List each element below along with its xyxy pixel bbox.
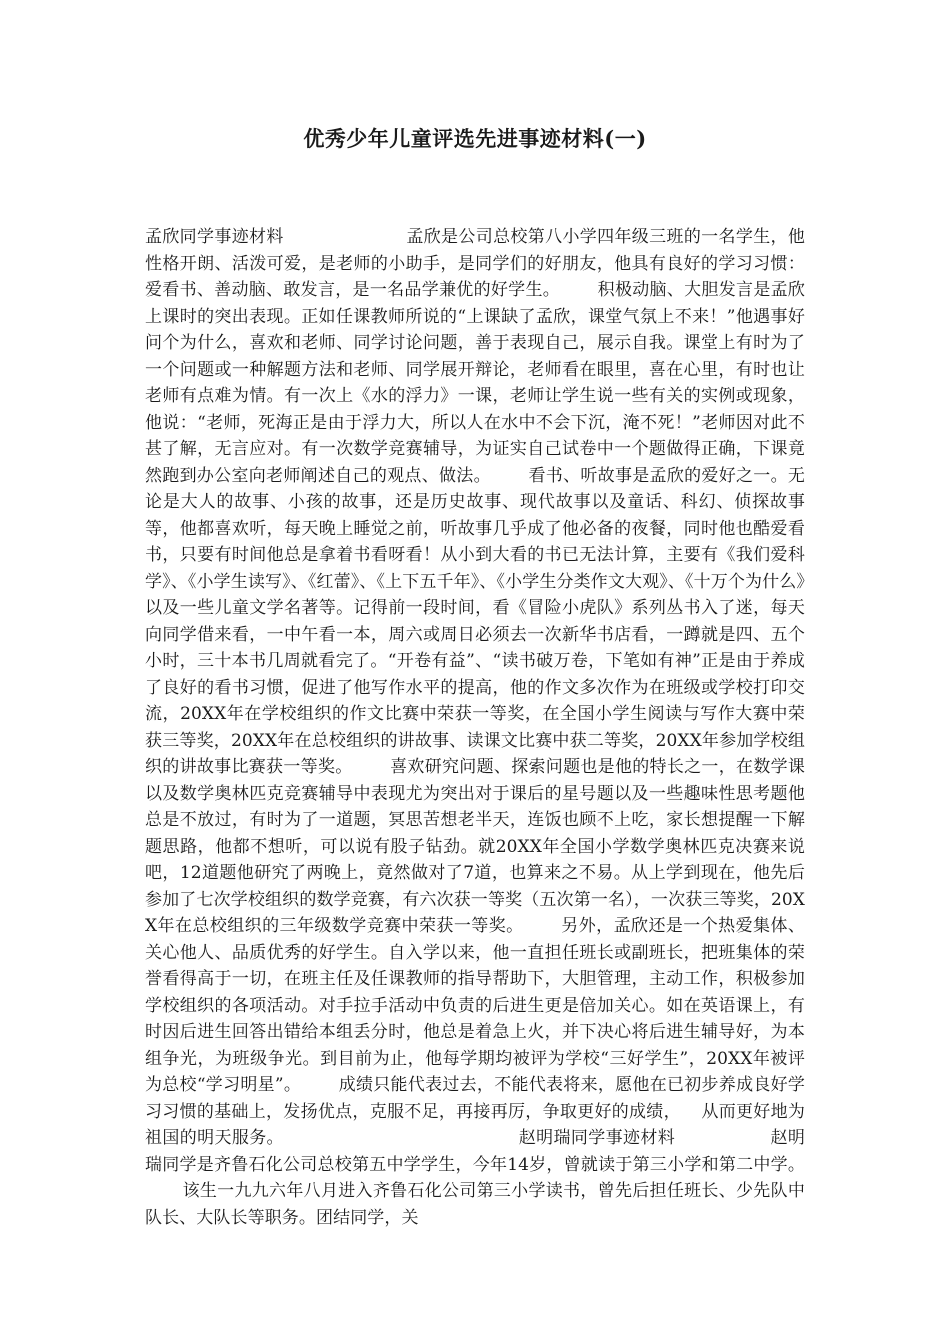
document-title: 优秀少年儿童评选先进事迹材料(一) xyxy=(303,126,647,151)
paragraph: 孟欣是公司总校第八小学四年级三班的一名学生，他性格开朗、活泼可爱，是老师的小助手，是同学们的好朋友，他具有良好的学习习惯：爱看书、善动脑、敢发言，是一名品学兼优的好学生。 xyxy=(145,227,805,300)
paragraph: 喜欢研究问题、探索问题也是他的特长之一，在数学课以及数学奥林匹克竞赛辅导中表现尤为突出对于课后的星号题以及一些趣味性思考题他总是不放过，有时为了一道题，冥思苦想老半天，连饭也顾不上吃，家长想提醒一下解题思路，他都不想听，可以说有股子钻劲。就20XX年全国小学数学奥林匹克决赛来说吧，12道题他研究了两晚上，竟然做对了7道，也算来之不易。从上学到现在，他先后参加了七次学校组织的数学竞赛，有六次获一等奖（五次第一名），一次获三等奖，20XX年在总校组织的三年级数学竞赛中荣获一等奖。 xyxy=(145,757,806,936)
paragraph: 积极动脑、大胆发言是孟欣上课时的突出表现。正如任课教师所说的“上课缺了孟欣，课堂气氛上不来！”他遇事好问个为什么，喜欢和老师、同学讨论问题，善于表现自己，展示自我。课堂上有时为了一个问题或一种解题方法和老师、同学展开辩论，老师看在眼里，喜在心里，有时也让老师有点难为情。有一次上《水的浮力》一课，老师让学生说一些有关的实例或现象，他说：“老师，死海正是由于浮力大，所以人在水中不会下沉，淹不死！”老师因对此不甚了解，无言应对。有一次数学竞赛辅导，为证实自己试卷中一个题做得正确，下课竟然跑到办公室向老师阐述自己的观点、做法。 xyxy=(145,280,806,486)
section-heading-zhao-mingrui: 赵明瑞同学事迹材料 xyxy=(518,1128,676,1148)
paragraph: 另外，孟欣还是一个热爱集体、关心他人、品质优秀的好学生。自入学以来，他一直担任班长或副班长，把班集体的荣誉看得高于一切，在班主任及任课教师的指导帮助下，大胆管理，主动工作，积极参加学校组织的各项活动。对手拉手活动中负责的后进生更是倍加关心。如在英语课上，有时因后进生回答出错给本组丢分时，他总是着急上火，并下决心将后进生辅导好，为本组争光，为班级争光。到目前为止，他每学期均被评为学校“三好学生”，20XX年被评为总校“学习明星”。 xyxy=(145,916,805,1095)
body-text xyxy=(145,224,805,1231)
paragraph: 赵明瑞同学是齐鲁石化公司总校第五中学学生，今年14岁，曾就读于第三小学和第二中学。 xyxy=(145,1128,805,1175)
document-body xyxy=(145,224,805,1231)
paragraph: 看书、听故事是孟欣的爱好之一。无论是大人的故事、小孩的故事，还是历史故事、现代故事以及童话、科幻、侦探故事等，他都喜欢听，每天晚上睡觉之前，听故事几乎成了他必备的夜餐，同时他也酷爱看书，只要有时间他总是拿着书看呀看！从小到大看的书已无法计算，主要有《我们爱科学》、《小学生读写》、《红蕾》、《上下五千年》、《小学生分类作文大观》、《十万个为什么》以及一些儿童文学名著等。记得前一段时间，看《冒险小虎队》系列丛书入了迷，每天向同学借来看，一中午看一本，周六或周日必须去一次新华书店看，一蹲就是四、五个小时，三十本书几周就看完了。“开卷有益”、“读书破万卷，下笔如有神”正是由于养成了良好的看书习惯，促进了他写作水平的提高，他的作文多次作为在班级或学校打印交流，20XX年在学校组织的作文比赛中荣获一等奖，在全国小学生阅读与写作大赛中荣获三等奖，20XX年在总校组织的讲故事、读课文比赛中获二等奖，20XX年参加学校组织的讲故事比赛获一等奖。 xyxy=(145,465,805,777)
paragraph: 从而更好地为祖国的明天服务。 xyxy=(145,1101,805,1148)
section-heading-meng-xin: 孟欣同学事迹材料 xyxy=(145,227,284,247)
paragraph: 该生一九九六年八月进入齐鲁石化公司第三小学读书，曾先后担任班长、少先队中队长、大队长等职务。团结同学，关 xyxy=(145,1181,805,1228)
paragraph: 成绩只能代表过去，不能代表将来，愿他在已初步养成良好学习习惯的基础上，发扬优点，克服不足，再接再厉，争取更好的成绩， xyxy=(145,1075,806,1122)
